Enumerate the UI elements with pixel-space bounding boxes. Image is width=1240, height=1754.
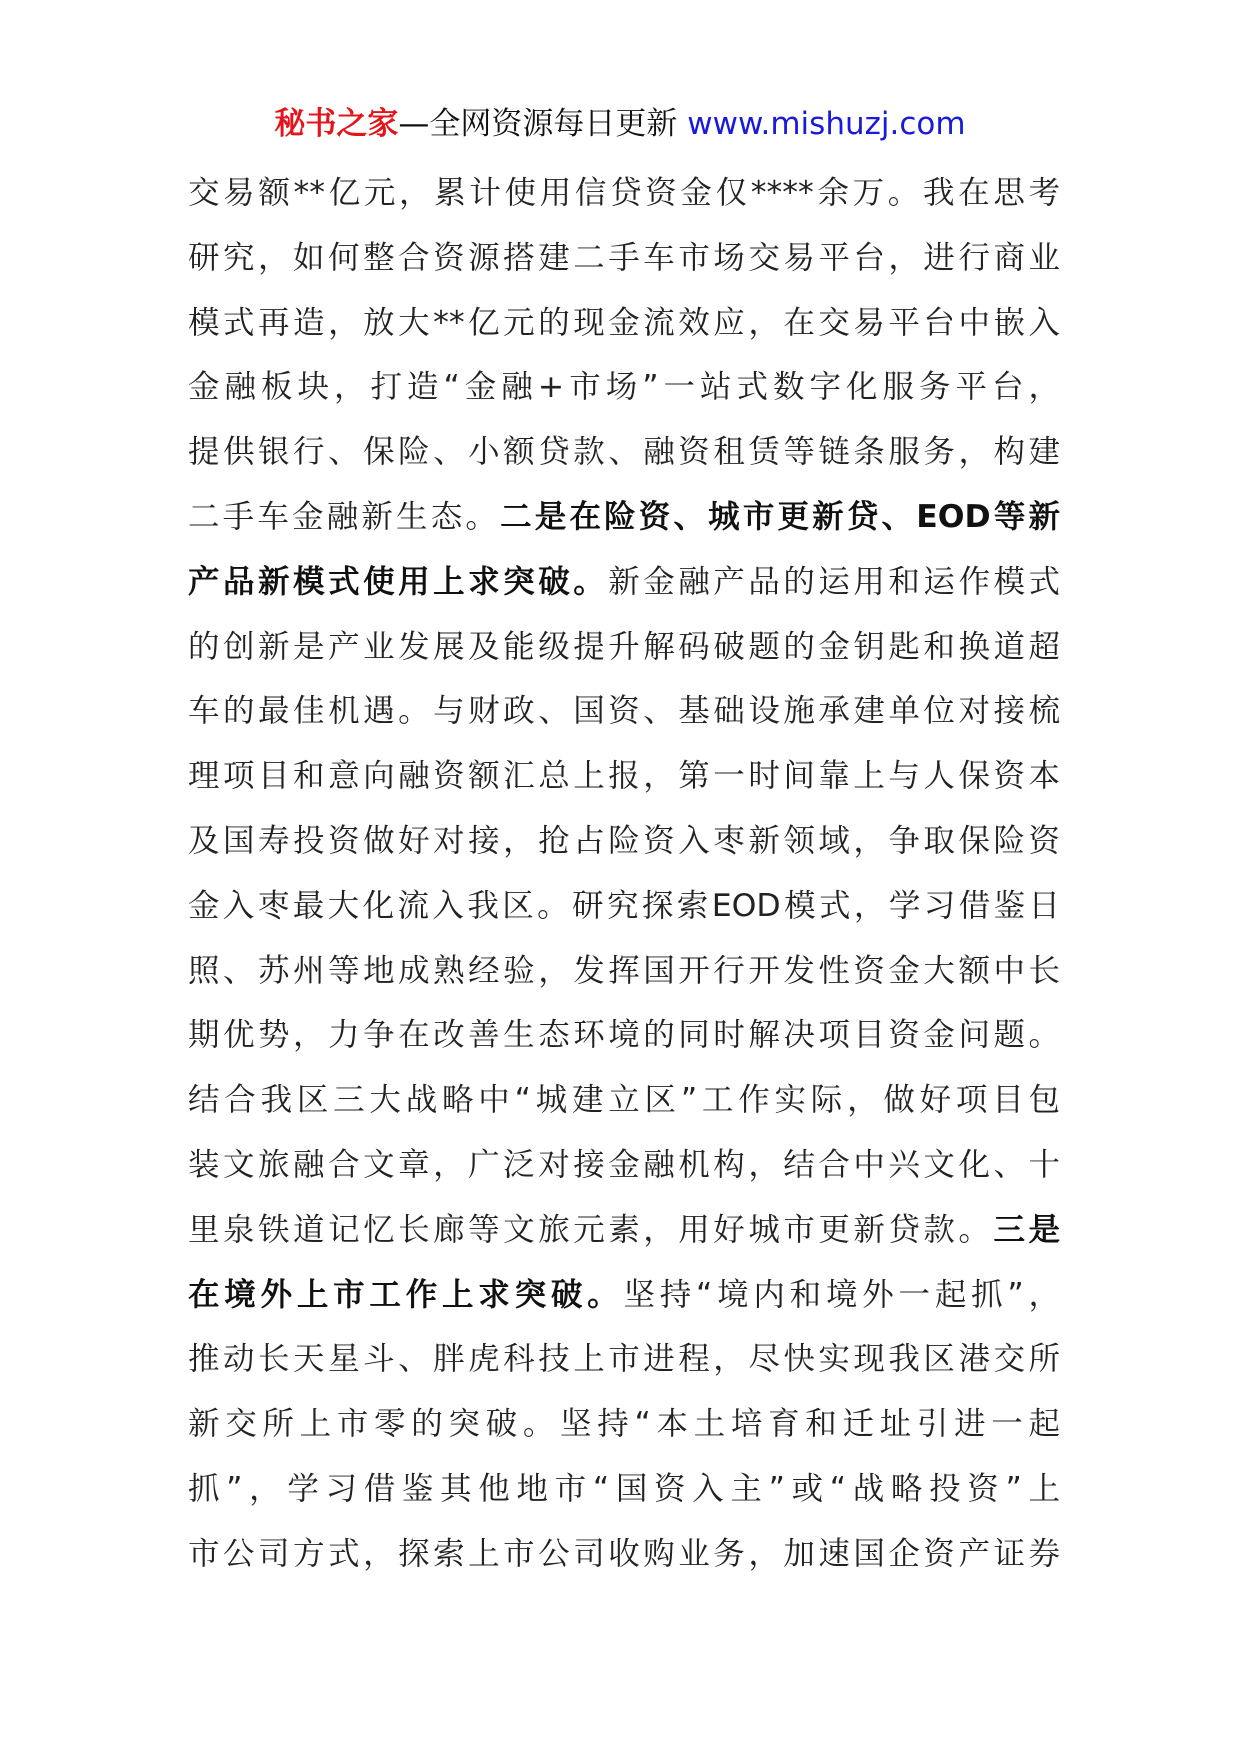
text-segment: 装文旅融合文章，广泛对接金融机构，结合中兴文化、十: [188, 1146, 1060, 1183]
text-segment: 坚持“境内和境外一起抓”，: [623, 1276, 1060, 1313]
header-brand: 秘书之家: [274, 106, 399, 142]
text-line: [188, 226, 1060, 291]
text-segment: 里泉铁道记忆长廊等文旅元素，用好城市更新贷款。: [188, 1211, 994, 1248]
text-line: [188, 809, 1060, 874]
text-line: [188, 291, 1060, 356]
text-line: [188, 939, 1060, 1004]
text-line: [188, 1198, 1060, 1263]
text-segment: 推动长天星斗、胖虎科技上市进程，尽快实现我区港交所: [188, 1341, 1060, 1378]
text-segment: 交易额**亿元，累计使用信贷资金仅****余万。我在思考: [188, 175, 1060, 211]
text-segment: 车的最佳机遇。与财政、国资、基础设施承建单位对接梳: [188, 693, 1060, 730]
bold-text-segment: 在境外上市工作上求突破。: [188, 1276, 624, 1313]
text-line: [188, 744, 1060, 809]
bold-text-segment: 三是: [993, 1211, 1060, 1248]
text-segment: 模式再造，放大**亿元的现金流效应，在交易平台中嵌入: [188, 304, 1060, 341]
text-line: [188, 1263, 1060, 1328]
text-segment: 抓”，学习借鉴其他地市“国资入主”或“战略投资”上: [188, 1470, 1060, 1507]
text-line: [188, 874, 1060, 939]
text-segment: 及国寿投资做好对接，抢占险资入枣新领域，争取保险资: [188, 822, 1060, 859]
text-line: [188, 161, 1060, 226]
text-line: [188, 1457, 1060, 1522]
text-segment: 新金融产品的运用和运作模式: [608, 563, 1060, 600]
text-line: [188, 485, 1060, 550]
text-line: [188, 550, 1060, 615]
text-segment: 新交所上市零的突破。坚持“本土培育和迁址引进一起: [188, 1406, 1060, 1443]
text-segment: 提供银行、保险、小额贷款、融资租赁等链条服务，构建: [188, 434, 1060, 471]
text-segment: 金入枣最大化流入我区。研究探索EOD模式，学习借鉴日: [188, 887, 1060, 924]
text-line: [188, 420, 1060, 485]
text-segment: 市公司方式，探索上市公司收购业务，加速国企资产证券: [188, 1535, 1060, 1572]
header-dash: —: [398, 106, 430, 142]
text-segment: 理项目和意向融资额汇总上报，第一时间靠上与人保资本: [188, 758, 1060, 795]
text-segment: 的创新是产业发展及能级提升解码破题的金钥匙和换道超: [188, 628, 1060, 665]
text-segment: 期优势，力争在改善生态环境的同时解决项目资金问题。: [188, 1017, 1060, 1054]
page-header: [0, 98, 1240, 150]
bold-text-segment: 产品新模式使用上求突破。: [188, 563, 609, 600]
bold-text-segment: 二是在险资、城市更新贷、EOD等新: [500, 498, 1060, 535]
text-segment: 金融板块，打造“金融+市场”一站式数字化服务平台，: [188, 369, 1060, 406]
text-line: [188, 1003, 1060, 1068]
header-site-url: www.mishuzj.com: [687, 106, 966, 142]
text-line: [188, 1068, 1060, 1133]
text-line: [188, 1392, 1060, 1457]
text-line: [188, 1327, 1060, 1392]
text-line: [188, 679, 1060, 744]
text-segment: 二手车金融新生态。: [188, 498, 501, 535]
text-segment: 研究，如何整合资源搭建二手车市场交易平台，进行商业: [188, 239, 1060, 276]
text-line: [188, 1133, 1060, 1198]
text-line: [188, 615, 1060, 680]
text-line: [188, 355, 1060, 420]
text-segment: 照、苏州等地成熟经验，发挥国开行开发性资金大额中长: [188, 952, 1060, 989]
header-tagline: 全网资源每日更新: [429, 106, 678, 142]
text-line: [188, 1522, 1060, 1587]
text-segment: 结合我区三大战略中“城建立区”工作实际，做好项目包: [188, 1082, 1060, 1119]
body-text: [188, 161, 1060, 1587]
